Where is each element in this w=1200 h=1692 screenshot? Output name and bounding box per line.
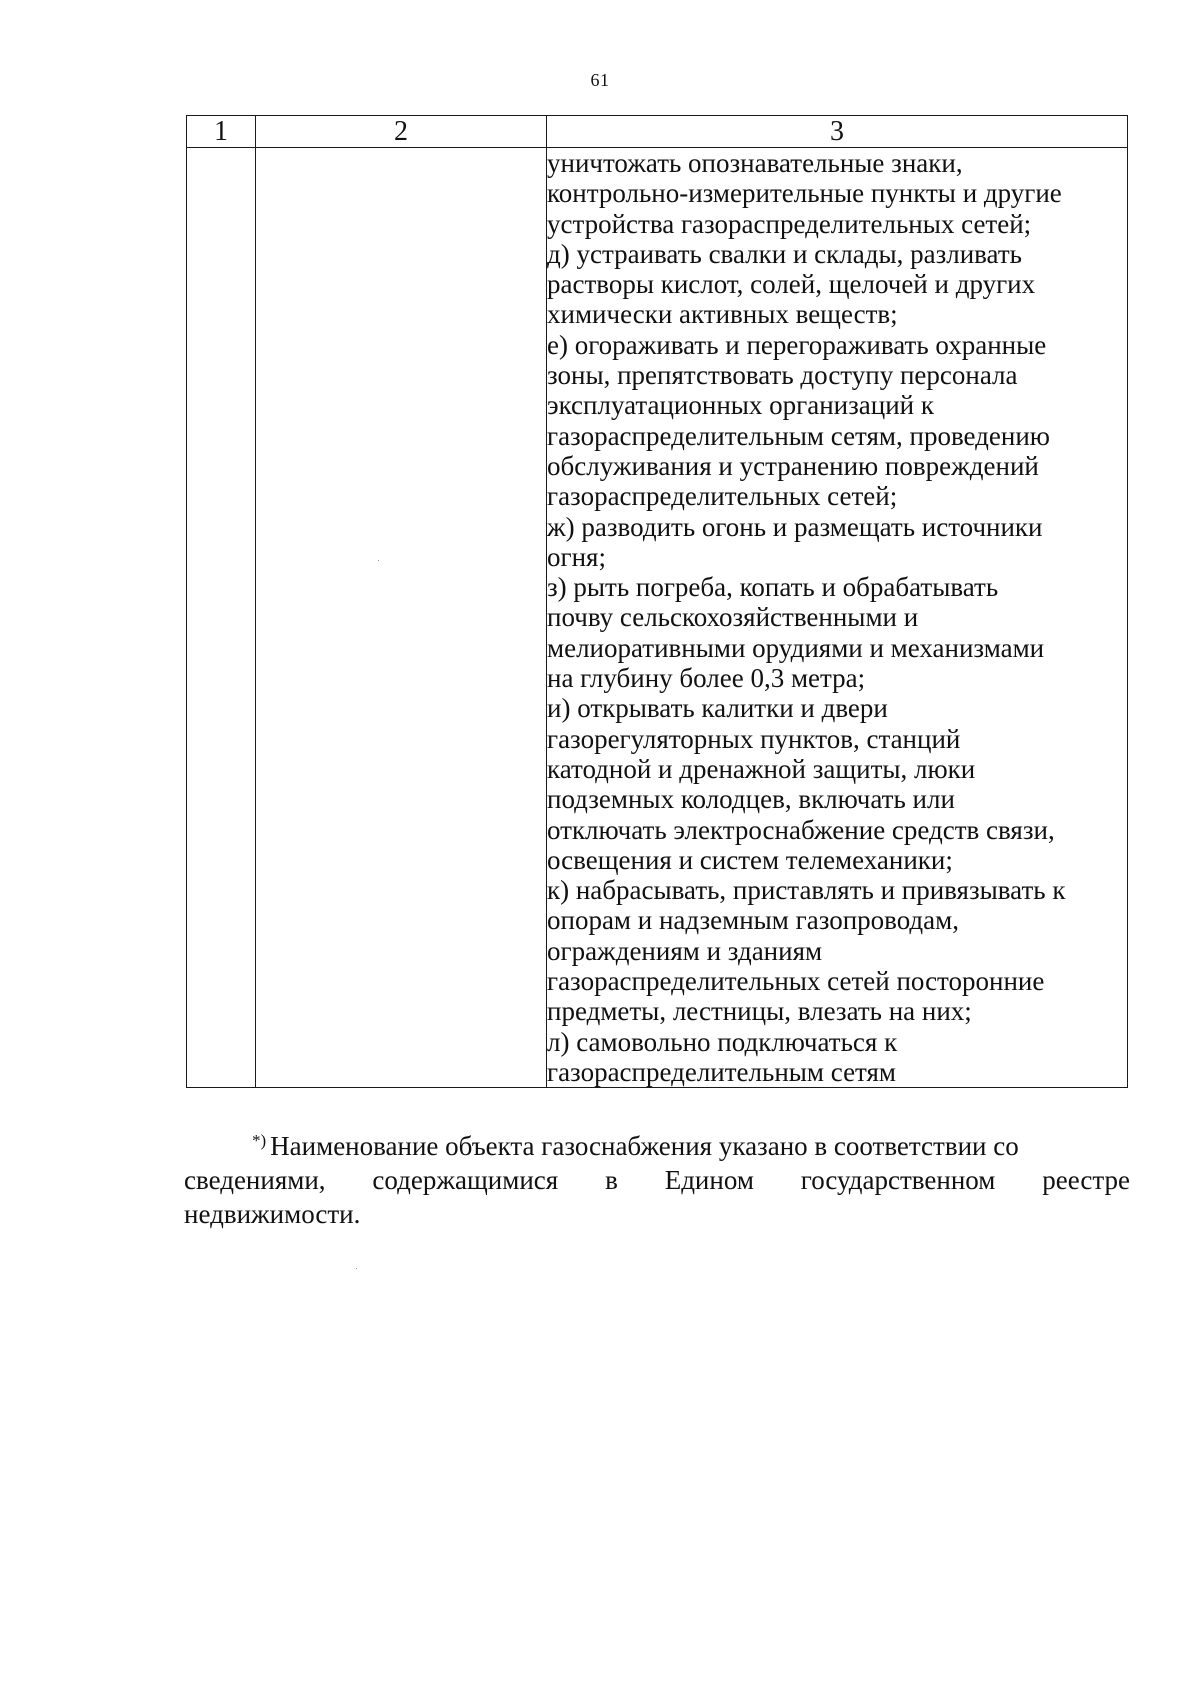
table-row bbox=[187, 148, 1128, 1088]
text-line: мелиоративными орудиями и механизмами bbox=[547, 632, 1045, 663]
text-line: отключать электроснабжение средств связи, bbox=[547, 814, 1055, 845]
footnote-word: Наименование bbox=[270, 1131, 439, 1161]
text-line: газораспределительным сетям bbox=[547, 1056, 896, 1087]
text-line: газораспределительных сетей посторонние bbox=[547, 966, 1045, 997]
text-line: опорам и надземным газопроводам, bbox=[547, 905, 959, 936]
table-cell-col1 bbox=[187, 148, 256, 1088]
text-line: зоны, препятствовать доступу персонала bbox=[547, 360, 1018, 391]
footnote-word: государственном bbox=[800, 1165, 996, 1195]
footnote-line-1 bbox=[184, 1124, 1130, 1163]
page-number: 61 bbox=[590, 70, 610, 90]
footnote-word: указано bbox=[718, 1131, 808, 1161]
text-line: контрольно-измерительные пункты и другие bbox=[547, 178, 1062, 209]
text-line: газораспределительных сетей; bbox=[547, 481, 898, 512]
footnote-word: реестре bbox=[1042, 1165, 1130, 1195]
footnote-marker: *) bbox=[252, 1131, 267, 1150]
text-line: л) самовольно подключаться к bbox=[547, 1026, 898, 1057]
text-line: е) огораживать и перегораживать охранные bbox=[547, 329, 1047, 360]
footnote-word: объекта bbox=[445, 1131, 535, 1161]
footnote-line-2 bbox=[184, 1163, 1130, 1197]
footnote-word: Едином bbox=[664, 1165, 754, 1195]
text-line: и) открывать калитки и двери bbox=[547, 693, 888, 724]
column-header-1: 1 bbox=[187, 116, 256, 148]
footnote-word: в bbox=[814, 1131, 828, 1161]
footnote-word: сведениями, bbox=[184, 1165, 326, 1195]
document-table bbox=[186, 115, 1128, 1088]
table-cell-col2 bbox=[256, 148, 547, 1088]
text-line: эксплуатационных организаций к bbox=[547, 390, 934, 421]
text-line: на глубину более 0,3 метра; bbox=[547, 663, 866, 694]
text-line: катодной и дренажной защиты, люки bbox=[547, 753, 976, 784]
text-line: д) устраивать свалки и склады, разливать bbox=[547, 238, 1022, 269]
text-line: устройства газораспределительных сетей; bbox=[547, 208, 1032, 239]
footnote-word: газоснабжения bbox=[541, 1131, 713, 1161]
footnote bbox=[184, 1124, 1130, 1231]
scan-speck bbox=[356, 1268, 357, 1269]
column-header-2: 2 bbox=[256, 116, 547, 148]
text-line: к) набрасывать, приставлять и привязывать к bbox=[547, 875, 1066, 906]
text-line: газораспределительным сетям, проведению bbox=[547, 420, 1050, 451]
column-header-3: 3 bbox=[547, 116, 1128, 148]
text-line: уничтожать опознавательные знаки, bbox=[547, 148, 963, 178]
text-line: обслуживания и устранению повреждений bbox=[547, 450, 1039, 481]
text-line: з) рыть погреба, копать и обрабатывать bbox=[547, 572, 999, 603]
text-line: подземных колодцев, включать или bbox=[547, 784, 955, 815]
footnote-word: со bbox=[993, 1131, 1019, 1161]
text-line: ж) разводить огонь и размещать источники bbox=[547, 511, 1043, 542]
table-header-row bbox=[187, 116, 1128, 148]
table-cell-col3 bbox=[547, 148, 1128, 1088]
text-line: предметы, лестницы, влезать на них; bbox=[547, 996, 972, 1027]
text-line: химически активных веществ; bbox=[547, 299, 898, 330]
footnote-word: соответствии bbox=[833, 1131, 987, 1161]
footnote-word: содержащимися bbox=[372, 1165, 559, 1195]
text-line: растворы кислот, солей, щелочей и других bbox=[547, 269, 1036, 300]
text-line: огня; bbox=[547, 541, 606, 572]
text-line: газорегуляторных пунктов, станций bbox=[547, 723, 961, 754]
scan-speck bbox=[378, 560, 379, 561]
text-line: почву сельскохозяйственными и bbox=[547, 602, 919, 633]
footnote-line-3: недвижимости. bbox=[184, 1199, 361, 1229]
text-line: освещения и систем телемеханики; bbox=[547, 844, 953, 875]
footnote-word: в bbox=[605, 1165, 618, 1195]
text-line: ограждениям и зданиям bbox=[547, 935, 823, 966]
